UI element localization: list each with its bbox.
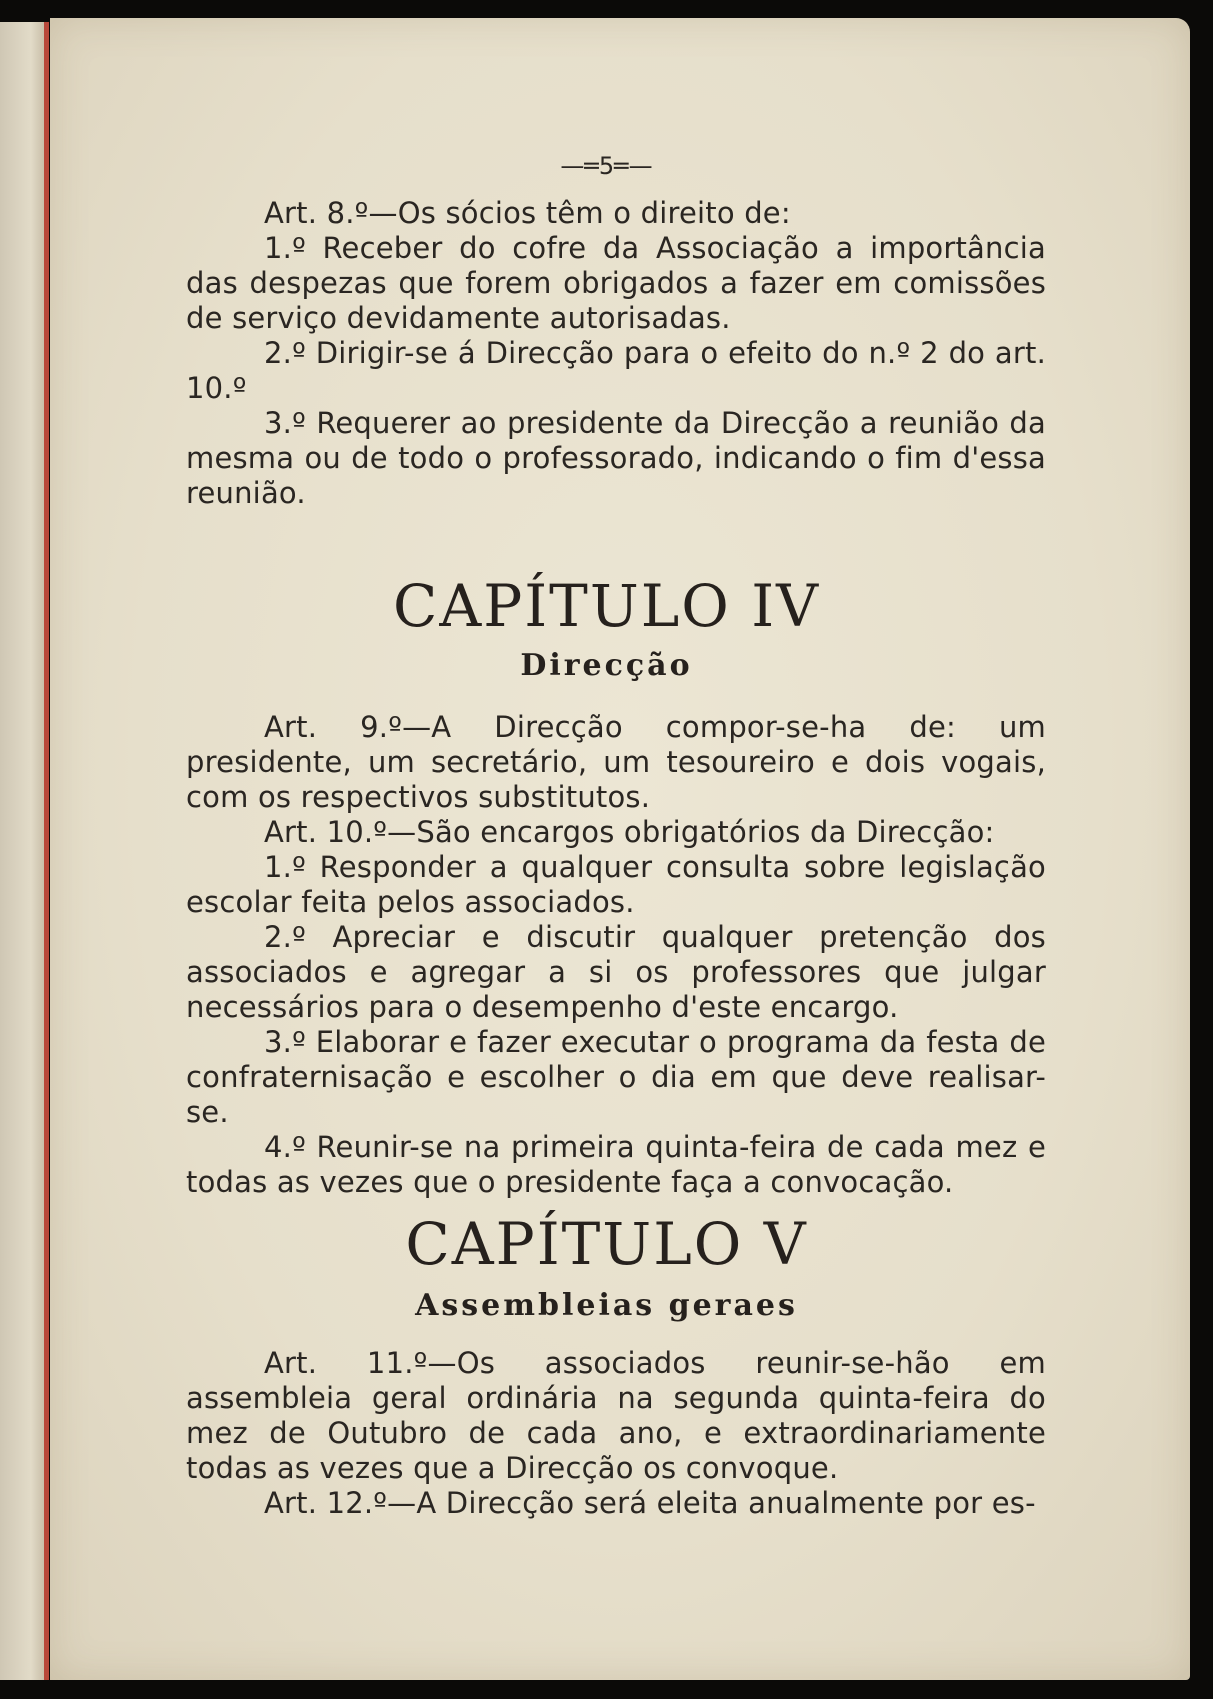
article-8-item-2: 2.º Dirigir-se á Direcção para o efeito do n.º 2 do art. 10.º — [186, 336, 1046, 405]
article-10-item-3: 3.º Elaborar e fazer executar o programa da festa de confraternisação e escolher o dia em que deve realisar-se. — [186, 1025, 1046, 1129]
article-10-intro: Art. 10.º—São encargos obrigatórios da Direcção: — [264, 815, 995, 849]
article-9: Art. 9.º—A Direcção compor-se-ha de: um presidente, um secretário, um tesoureiro e dois vogais, com os respectivos substitutos. — [186, 710, 1046, 814]
article-8-item-1: 1.º Receber do cofre da Associação a importância das despezas que forem obrigados a fazer em comissões de serviço devidamente autorisadas. — [186, 231, 1046, 335]
article-8-item-3: 3.º Requerer ao presidente da Direcção a reunião da mesma ou de todo o professorado, indicando o fim d'essa reunião. — [186, 406, 1046, 510]
article-10-item-4: 4.º Reunir-se na primeira quinta-feira de cada mez e todas as vezes que o presidente faça a convocação. — [186, 1130, 1046, 1199]
article-12: Art. 12.º—A Direcção será eleita anualmente por es- — [264, 1486, 1036, 1520]
article-11: Art. 11.º—Os associados reunir-se-hão em assembleia geral ordinária na segunda quinta-feira do mez de Outubro de cada ano, e extraordinariamente todas as vezes que a Direcção os convoque. — [186, 1346, 1046, 1485]
article-9-and-10 — [186, 710, 1046, 1200]
article-8 — [186, 196, 1046, 511]
page-number: —═5═— — [560, 152, 653, 180]
chapter-5-title: CAPÍTULO V — [405, 1210, 808, 1278]
article-11-and-12 — [186, 1346, 1046, 1521]
article-10-item-1: 1.º Responder a qualquer consulta sobre legislação escolar feita pelos associados. — [186, 850, 1046, 919]
article-10-item-2: 2.º Apreciar e discutir qualquer pretenção dos associados e agregar a si os professores que julgar necessários para o desempenho d'este encargo. — [186, 920, 1046, 1024]
previous-page-edge — [0, 22, 49, 1680]
chapter-4-subtitle: Direcção — [520, 648, 693, 683]
article-8-intro: Art. 8.º—Os sócios têm o direito de: — [264, 196, 791, 230]
chapter-5-subtitle: Assembleias geraes — [415, 1288, 798, 1323]
chapter-4-title: CAPÍTULO IV — [392, 572, 821, 640]
